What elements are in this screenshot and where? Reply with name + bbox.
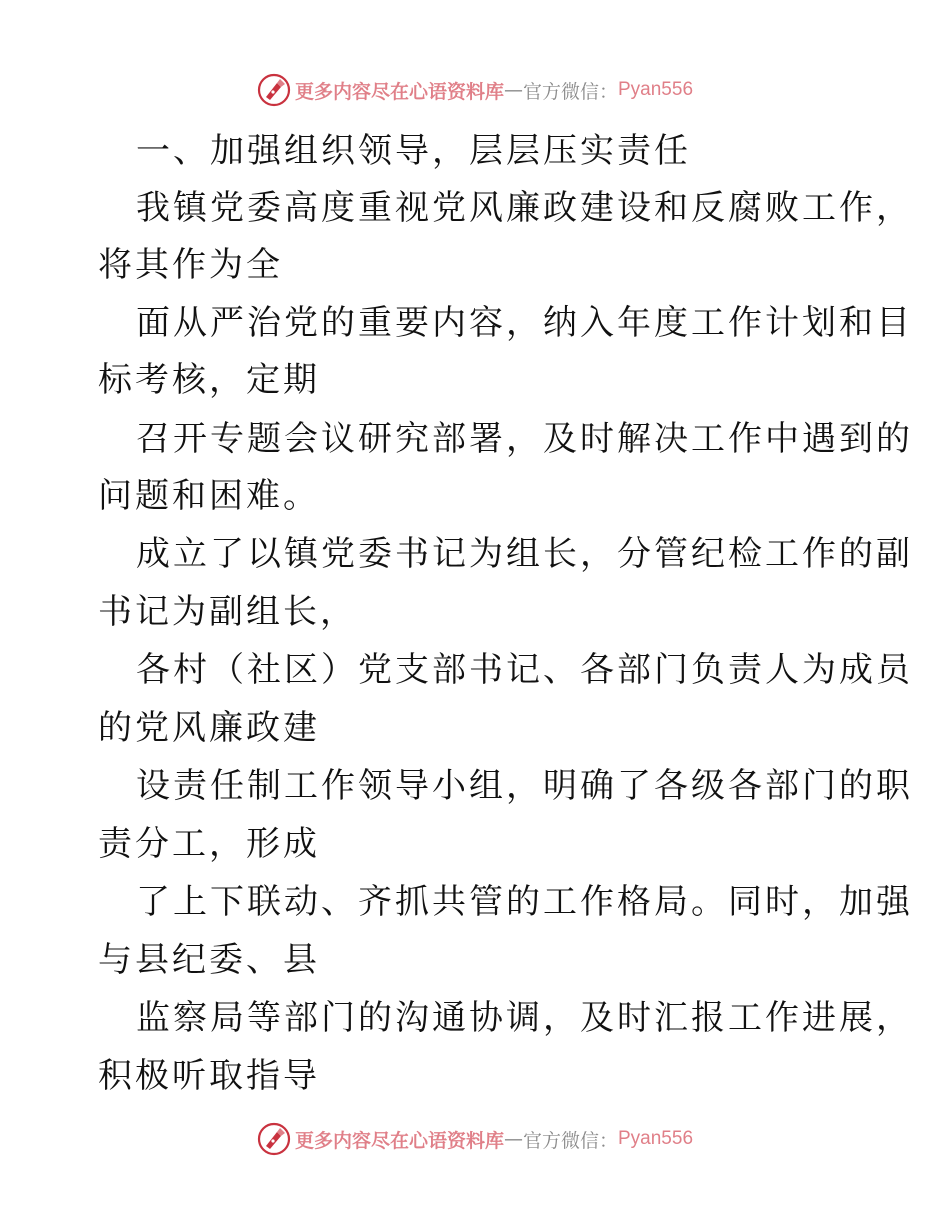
banner-separator: — bbox=[503, 1128, 523, 1150]
banner-promo-text: 更多内容尽在心语资料库 bbox=[294, 1129, 504, 1152]
footer-watermark-banner bbox=[0, 1119, 950, 1159]
header-watermark-banner bbox=[0, 70, 950, 110]
paragraph-line: 将其作为全 bbox=[98, 245, 283, 285]
pen-nib-logo-icon bbox=[257, 73, 291, 107]
paragraph-line: 监察局等部门的沟通协调，及时汇报工作进展， bbox=[136, 998, 913, 1038]
paragraph-line: 了上下联动、齐抓共管的工作格局。同时，加强 bbox=[136, 882, 913, 922]
banner-official-label: 官方微信： bbox=[522, 1129, 618, 1152]
paragraph-line: 召开专题会议研究部署，及时解决工作中遇到的 bbox=[136, 419, 913, 459]
paragraph-line: 各村（社区）党支部书记、各部门负责人为成员 bbox=[136, 650, 913, 690]
paragraph-line: 与县纪委、县 bbox=[98, 940, 320, 980]
banner-official-label: 官方微信： bbox=[522, 80, 618, 103]
banner-wechat-id: Pyan556 bbox=[618, 1128, 694, 1149]
paragraph-line: 的党风廉政建 bbox=[98, 708, 320, 748]
paragraph-line: 标考核，定期 bbox=[98, 360, 320, 400]
paragraph-line: 面从严治党的重要内容，纳入年度工作计划和目 bbox=[136, 303, 913, 343]
banner-separator: — bbox=[503, 79, 523, 101]
paragraph-line: 问题和困难。 bbox=[98, 476, 320, 516]
paragraph-line: 我镇党委高度重视党风廉政建设和反腐败工作， bbox=[136, 188, 913, 228]
banner-wechat-id: Pyan556 bbox=[618, 79, 694, 100]
paragraph-line: 成立了以镇党委书记为组长，分管纪检工作的副 bbox=[136, 534, 913, 574]
paragraph-line: 责分工，形成 bbox=[98, 824, 320, 864]
banner-promo-text: 更多内容尽在心语资料库 bbox=[294, 80, 504, 103]
section-heading: 一、加强组织领导，层层压实责任 bbox=[136, 131, 691, 171]
paragraph-line: 书记为副组长， bbox=[98, 592, 357, 632]
pen-nib-logo-icon bbox=[257, 1122, 291, 1156]
paragraph-line: 设责任制工作领导小组，明确了各级各部门的职 bbox=[136, 766, 913, 806]
paragraph-line: 积极听取指导 bbox=[98, 1056, 320, 1096]
